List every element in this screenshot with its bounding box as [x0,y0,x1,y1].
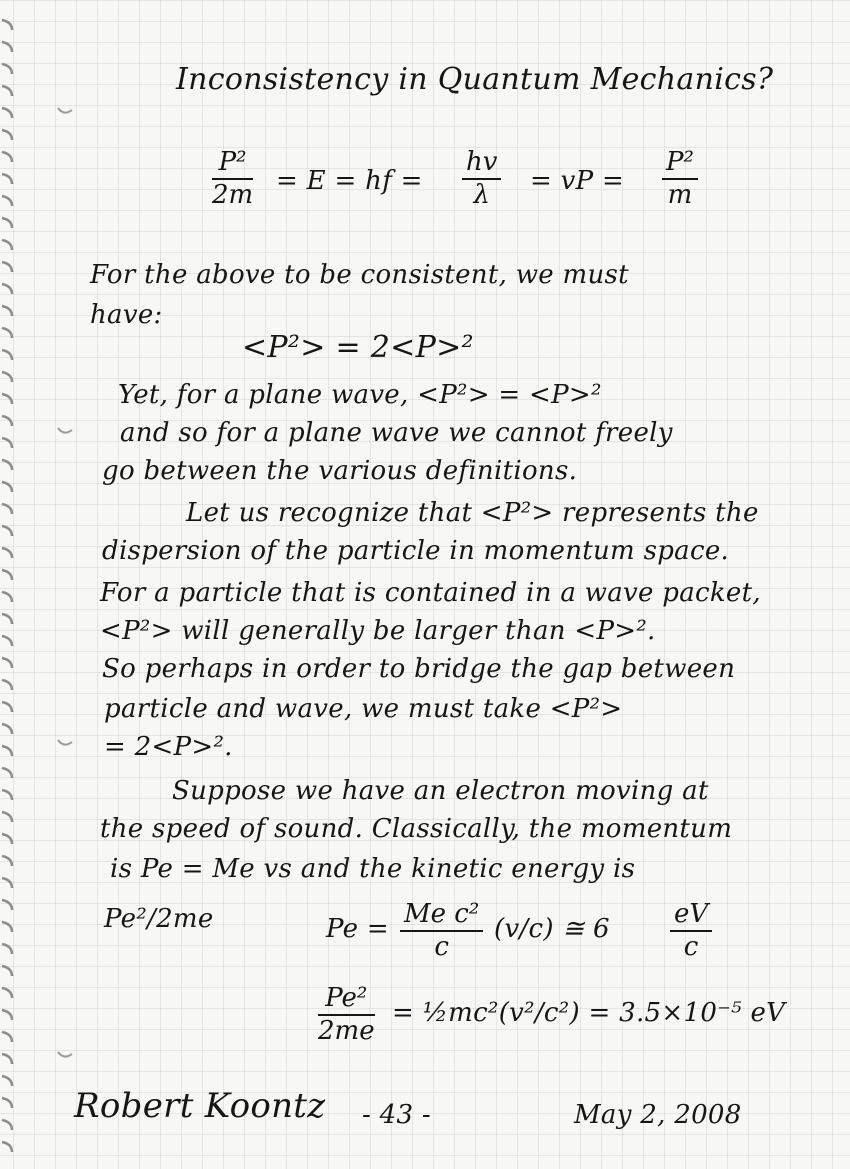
text-line-7: Let us recognize that <P²> represents the [186,498,759,528]
entry-date: May 2, 2008 [574,1100,742,1130]
text-line-6: go between the various definitions. [102,456,578,486]
spiral-binding [0,0,22,1169]
kinetic-energy-expression: Pe²/2me [104,904,214,934]
text-line-4: Yet, for a plane wave, <P²> = <P>² [118,380,602,410]
margin-tick-marks [50,0,80,1169]
eq1-fraction-p2-over-m [662,146,698,210]
page-title: Inconsistency in Quantum Mechanics? [176,62,774,97]
eq3-numerator: Pe² [318,982,375,1016]
text-line-9: For a particle that is contained in a wave packet, [100,578,761,608]
eq1-frac3-denominator: m [667,180,693,210]
eq2-fraction-mec2-over-c [400,898,483,962]
eq1-frac2-denominator: λ [473,180,490,210]
text-line-12: particle and wave, we must take <P²> [104,694,623,724]
author-signature: Robert Koontz [74,1086,326,1126]
eq1-energy-terms: = E = hf = [276,166,423,196]
eq1-frac2-numerator: hv [462,146,501,180]
page-number: - 43 - [362,1100,431,1130]
eq1-fraction-hv-over-lambda [462,146,501,210]
text-line-14: Suppose we have an electron moving at [172,776,709,806]
text-line-5: and so for a plane wave we cannot freely [120,418,673,448]
eq2-frac1-numerator: Me c² [400,898,483,932]
eq1-fraction-p2-over-2m [212,146,253,210]
eq1-momentum-terms: = vP = [530,166,625,196]
eq2-lhs: Pe = [326,914,389,944]
eq2-frac2-denominator: c [683,932,699,962]
text-line-13: = 2<P>². [104,732,233,762]
eq3-fraction-pe2-over-2me [318,982,375,1046]
eq2-fraction-ev-over-c [670,898,712,962]
text-line-10: <P²> will generally be larger than <P>². [100,616,656,646]
eq1-frac3-numerator: P² [662,146,698,180]
eq3-denominator: 2me [318,1016,375,1046]
eq2-velocity-ratio: (v/c) ≅ 6 [494,914,610,944]
eq2-frac1-denominator: c [434,932,449,962]
eq1-frac1-denominator: 2m [212,180,254,210]
text-line-1: For the above to be consistent, we must [90,260,629,290]
eq1-frac1-numerator: P² [212,146,253,180]
text-line-11: So perhaps in order to bridge the gap between [102,654,736,684]
text-line-16: is Pe = Me vs and the kinetic energy is [110,854,636,884]
text-line-2: have: [90,300,163,330]
eq2-frac2-numerator: eV [670,898,712,932]
equation-p2-equals-2p-squared: <P²> = 2<P>² [242,330,474,365]
eq3-rhs: = ½mc²(v²/c²) = 3.5×10⁻⁵ eV [392,998,786,1028]
text-line-8: dispersion of the particle in momentum space. [102,536,730,566]
text-line-15: the speed of sound. Classically, the momentum [100,814,733,844]
